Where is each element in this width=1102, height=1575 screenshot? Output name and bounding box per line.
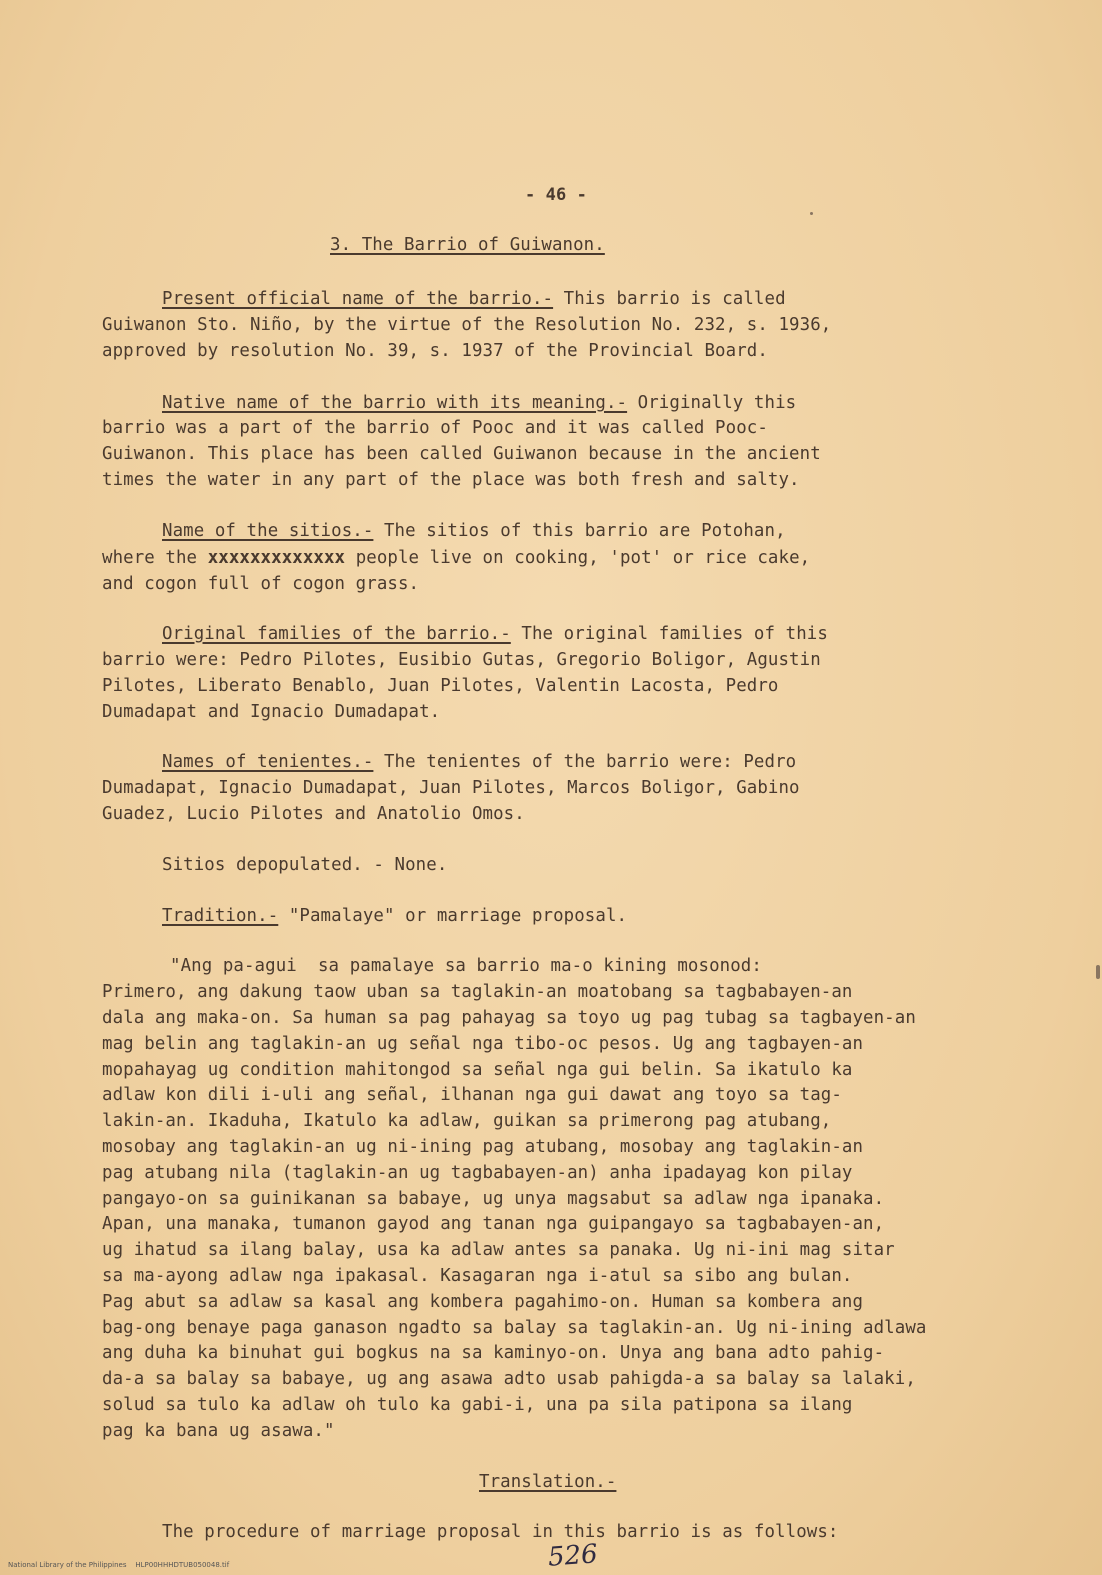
native-name-line-1: Native name of the barrio with its meaning.- Originally this (162, 393, 797, 413)
native-name-line-3: Guiwanon. This place has been called Guiwanon because in the ancient (102, 444, 821, 464)
official-name-line-3: approved by resolution No. 39, s. 1937 of the Provincial Board. (102, 341, 768, 361)
quote-line: Apan, una manaka, tumanon gayod ang tanan nga guipangayo sa tagbabayen-an, (102, 1214, 885, 1234)
scan-footer: National Library of the Philippines HLP00HHHDTUB050048.tif (8, 1561, 230, 1569)
quote-line: lakin-an. Ikaduha, Ikatulo ka adlaw, guikan sa primerong pag atubang, (102, 1111, 832, 1131)
paper-edge-mark (1096, 965, 1100, 979)
official-name-line-1: Present official name of the barrio.- This barrio is called (162, 289, 786, 309)
families-line-3: Pilotes, Liberato Benablo, Juan Pilotes, Valentin Lacosta, Pedro (102, 676, 779, 696)
struck-out-text: xxxxxxxxxxxxx (207, 548, 346, 568)
quote-line: Primero, ang dakung taow uban sa taglakin-an moatobang sa tagbabayen-an (102, 982, 853, 1002)
quote-line: pangayo-on sa guinikanan sa babaye, ug unya magsabut sa adlaw nga ipanaka. (102, 1189, 885, 1209)
paper-speck (810, 212, 813, 215)
quote-line: solud sa tulo ka adlaw oh tulo ka gabi-i, una pa sila patipona sa ilang (102, 1395, 853, 1415)
quote-line: ang duha ka binuhat gui bogkus na sa kaminyo-on. Unya ang bana adto pahig- (102, 1343, 885, 1363)
families-line-2: barrio were: Pedro Pilotes, Eusibio Gutas, Gregorio Boligor, Agustin (102, 650, 821, 670)
sitios-heading: Name of the sitios.- (162, 521, 374, 541)
sitios-line-1: Name of the sitios.- The sitios of this barrio are Potohan, (162, 521, 786, 541)
native-name-heading: Native name of the barrio with its meaning.- (162, 393, 628, 413)
tradition-heading: Tradition.- (162, 906, 279, 926)
quote-line: pag atubang nila (taglakin-an ug tagbabayen-an) anha ipadayag kon pilay (102, 1163, 853, 1183)
quote-line: mosobay ang taglakin-an ug ni-ining pag atubang, mosobay ang taglakin-an (102, 1137, 864, 1157)
quote-line: Pag abut sa adlaw sa kasal ang kombera pagahimo-on. Human sa kombera ang (102, 1292, 864, 1312)
page-title: 3. The Barrio of Guiwanon. (330, 235, 605, 255)
quote-line: "Ang pa-agui sa pamalaye sa barrio ma-o kining mosonod: (170, 956, 762, 976)
quote-line: mopahayag ug condition mahitongod sa señal nga gui belin. Sa ikatulo ka (102, 1060, 853, 1080)
translation-line: The procedure of marriage proposal in this barrio is as follows: (162, 1522, 839, 1542)
sitios-line-3: and cogon full of cogon grass. (102, 574, 420, 594)
tenientes-line-3: Guadez, Lucio Pilotes and Anatolio Omos. (102, 804, 525, 824)
quote-line: pag ka bana ug asawa." (102, 1421, 335, 1441)
families-line-1: Original families of the barrio.- The original families of this (162, 624, 828, 644)
families-line-4: Dumadapat and Ignacio Dumadapat. (102, 702, 441, 722)
handwritten-page-mark: 526 (547, 1539, 599, 1573)
page-number: - 46 - (525, 185, 588, 205)
native-name-line-4: times the water in any part of the place was both fresh and salty. (102, 470, 800, 490)
quote-line: adlaw kon dili i-uli ang señal, ilhanan nga gui dawat ang toyo sa tag- (102, 1085, 842, 1105)
quote-line: mag belin ang taglakin-an ug señal nga tibo-oc pesos. Ug ang tagbayen-an (102, 1034, 864, 1054)
sitios-line-2: where the xxxxxxxxxxxxx people live on cooking, 'pot' or rice cake, (102, 548, 811, 568)
quote-line: da-a sa balay sa babaye, ug ang asawa adto usab pahigda-a sa balay sa lalaki, (102, 1369, 916, 1389)
tenientes-line-1: Names of tenientes.- The tenientes of the barrio were: Pedro (162, 752, 797, 772)
translation-heading: Translation.- (479, 1472, 617, 1492)
depopulated-line: Sitios depopulated. - None. (162, 855, 448, 875)
quote-line: sa ma-ayong adlaw nga ipakasal. Kasagaran nga i-atul sa sibo ang bulan. (102, 1266, 853, 1286)
official-name-line-2: Guiwanon Sto. Niño, by the virtue of the Resolution No. 232, s. 1936, (102, 315, 832, 335)
tenientes-heading: Names of tenientes.- (162, 752, 374, 772)
quote-line: ug ihatud sa ilang balay, usa ka adlaw antes sa panaka. Ug ni-ini mag sitar (102, 1240, 895, 1260)
tenientes-line-2: Dumadapat, Ignacio Dumadapat, Juan Pilotes, Marcos Boligor, Gabino (102, 778, 800, 798)
native-name-line-2: barrio was a part of the barrio of Pooc and it was called Pooc- (102, 418, 768, 438)
quote-line: bag-ong benaye paga ganason ngadto sa balay sa taglakin-an. Ug ni-ining adlawa (102, 1318, 927, 1338)
families-heading: Original families of the barrio.- (162, 624, 511, 644)
quote-line: dala ang maka-on. Sa human sa pag pahayag sa toyo ug pag tubag sa tagbayen-an (102, 1008, 916, 1028)
official-name-heading: Present official name of the barrio.- (162, 289, 554, 309)
tradition-line: Tradition.- "Pamalaye" or marriage proposal. (162, 906, 628, 926)
